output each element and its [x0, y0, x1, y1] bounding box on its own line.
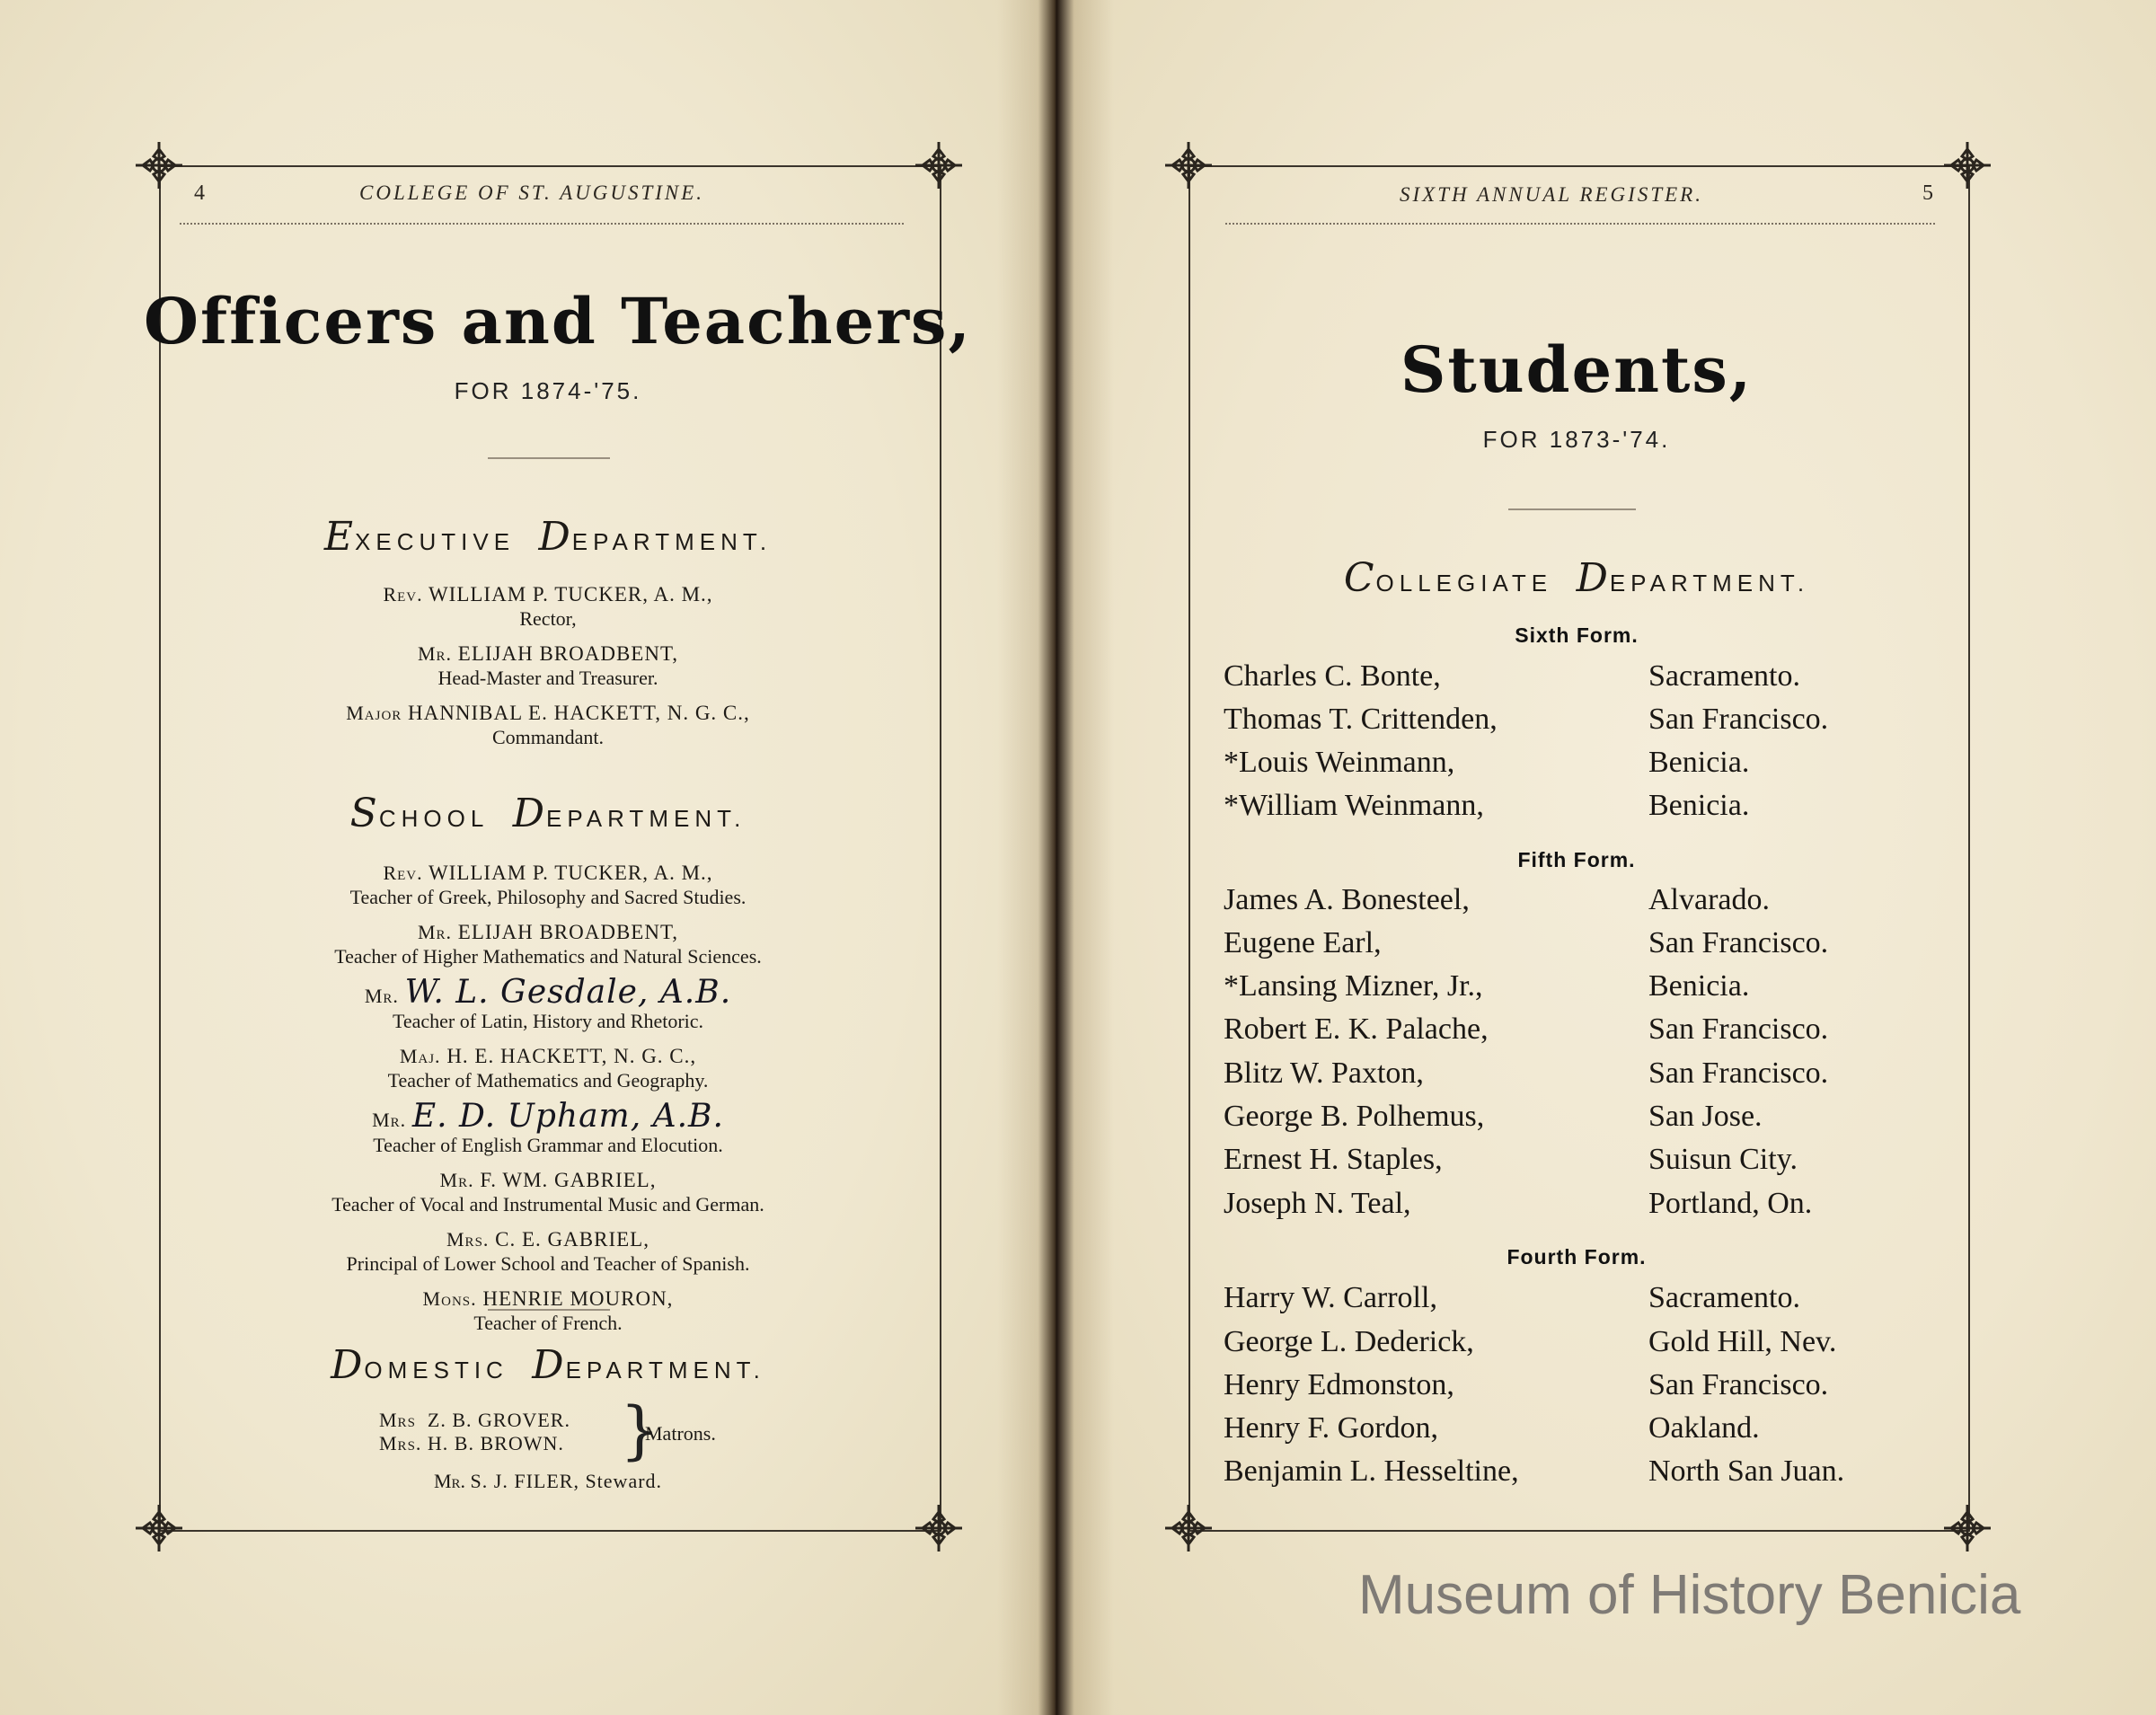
- ornament-icon: [912, 138, 966, 192]
- museum-watermark: Museum of History Benicia: [1358, 1564, 2021, 1626]
- left-page: [0, 0, 1051, 1715]
- running-head: SIXTH ANNUAL REGISTER.: [1400, 183, 1703, 206]
- teacher-entry: Rev. WILLIAM P. TUCKER, A. M., Teacher of Greek, Philosophy and Sacred Studies.: [349, 862, 747, 908]
- officer-entry: Rev. WILLIAM P. TUCKER, A. M., Rector,: [383, 583, 713, 630]
- ornament-icon: [1162, 1501, 1215, 1555]
- page-subtitle: FOR 1874-'75.: [454, 377, 642, 404]
- teacher-entry: Mr. F. WM. GABRIEL, Teacher of Vocal and Instrumental Music and German.: [331, 1169, 764, 1216]
- school-department-heading: SCHOOL DEPARTMENT.: [349, 791, 747, 836]
- running-head: COLLEGE OF ST. AUGUSTINE.: [359, 181, 705, 204]
- divider: [1508, 508, 1636, 510]
- form-heading: Fifth Form.: [1517, 848, 1636, 871]
- ornament-icon: [132, 138, 186, 192]
- right-header-rule: [1225, 223, 1935, 225]
- officer-entry: Mr. ELIJAH BROADBENT, Head-Master and Treasurer.: [417, 642, 679, 689]
- school-list: [189, 861, 907, 1346]
- matrons-list: Mrs Z. B. GROVER. Mrs. H. B. BROWN.: [379, 1409, 570, 1454]
- form-heading: Fourth Form.: [1507, 1245, 1647, 1269]
- page-subtitle: FOR 1873-'74.: [1482, 426, 1671, 453]
- teacher-entry: Mr. E. D. Upham, A.B. Teacher of English Grammar and Elocution.: [372, 1098, 724, 1156]
- book-gutter: [997, 0, 1114, 1715]
- steward-entry: Mr. S. J. FILER, Steward.: [433, 1470, 663, 1492]
- divider: [488, 457, 610, 459]
- ornament-icon: [912, 1501, 966, 1555]
- executive-department-heading: EXECUTIVE DEPARTMENT.: [323, 514, 773, 560]
- page-title: Officers and Teachers,: [144, 284, 972, 358]
- page-title: Students,: [1400, 332, 1754, 407]
- divider: [488, 1309, 610, 1311]
- officer-entry: Major HANNIBAL E. HACKETT, N. G. C., Commandant.: [346, 702, 750, 748]
- ornament-icon: [1162, 138, 1215, 192]
- left-header-rule: [180, 223, 904, 225]
- form-heading: Sixth Form.: [1515, 623, 1639, 647]
- executive-list: [189, 582, 907, 760]
- brace-icon: }: [620, 1393, 660, 1467]
- handwritten-name: E. D. Upham, A.B.: [411, 1098, 724, 1135]
- matrons-label: Matrons.: [645, 1422, 716, 1445]
- ornament-icon: [1940, 138, 1994, 192]
- teacher-entry: Mons. HENRIE MOURON, Teacher of French.: [422, 1287, 674, 1334]
- teacher-entry: Maj. H. E. HACKETT, N. G. C., Teacher of Mathematics and Geography.: [387, 1045, 709, 1092]
- page-number: 5: [1922, 181, 1933, 205]
- collegiate-department-heading: COLLEGIATE DEPARTMENT.: [1343, 555, 1810, 601]
- domestic-department-heading: DOMESTIC DEPARTMENT.: [331, 1342, 765, 1388]
- teacher-entry: Mrs. C. E. GABRIEL, Principal of Lower School and Teacher of Spanish.: [346, 1228, 750, 1275]
- ornament-icon: [132, 1501, 186, 1555]
- right-page: SIXTH ANNUAL REGISTER. 5 Students, FOR 1873-'74. COLLEGIATE DEPARTMENT. Sixth Form. Charles C. Bonte, Sacramento. Thomas T. Crittenden, San Francisco. *Louis Weinmann, Benicia. *William Weinmann, Benicia. Fifth Form. James A. Bonesteel, Alvarado. Eugene Earl, San Francisco. *Lansing Mizner, Jr., Benicia. Robert E. K. Palache, San Francisco. Blitz W. Paxton, San Francisco. George B. Polhemus, San Jose. Ernest H. Staples, Suisun City. Joseph N. Teal, Portland, On. Fourth Form. Harry W. Carroll, Sacramento. George L. Dederick, Gold Hill, Nev. Henry Edmonston, San Francisco. Henry F. Gordon, Oakland. Benjamin L. Hesseltine, North San Juan.: [1051, 0, 2156, 1715]
- handwritten-name: W. L. Gesdale, A.B.: [404, 974, 732, 1011]
- ornament-icon: [1940, 1501, 1994, 1555]
- teacher-entry: Mr. W. L. Gesdale, A.B. Teacher of Latin, History and Rhetoric.: [364, 974, 732, 1032]
- page-number: 4: [194, 181, 205, 205]
- teacher-entry: Mr. ELIJAH BROADBENT, Teacher of Higher Mathematics and Natural Sciences.: [334, 921, 762, 968]
